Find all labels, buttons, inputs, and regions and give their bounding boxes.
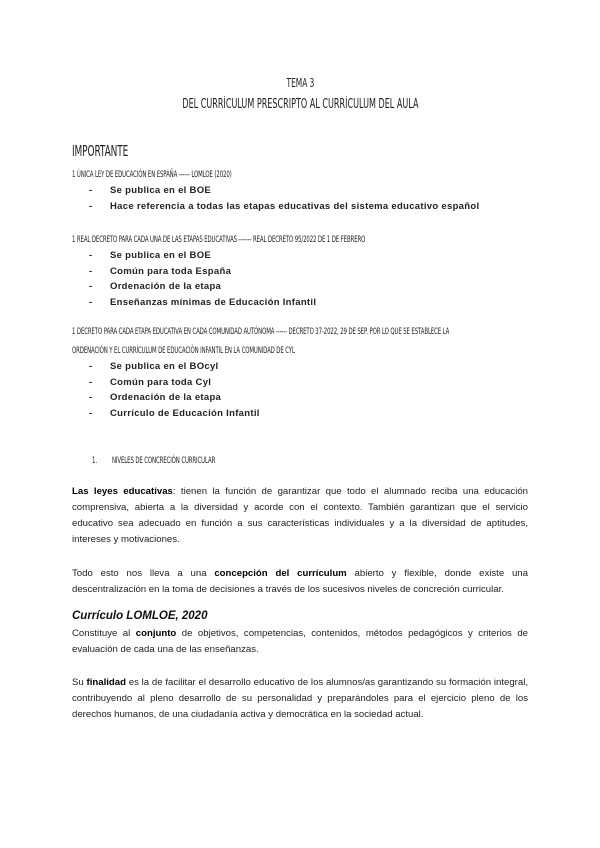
list-item: - Común para toda Cyl [72, 375, 528, 391]
document-title: TEMA 3 [286, 76, 314, 90]
paragraph-conjunto: Constituye al conjunto de objetivos, competencias, contenidos, métodos pedagógicos y criterios de evaluación de cada una de las enseñanzas. [72, 628, 529, 655]
curriculo-heading: Currículo LOMLOE, 2020 [72, 610, 208, 622]
list-item: - Común para toda España [72, 264, 528, 280]
group-line: 1 REAL DECRETO PARA CADA UNA DE LAS ETAPAS EDUCATIVAS ------- REAL DECRETO 95/2022 DE 1 DE FEBRERO [72, 235, 366, 245]
group-line: 1 ÚNICA LEY DE EDUCACIÓN EN ESPAÑA ------ LOMLOE (2020) [72, 170, 232, 180]
paragraph-concepcion: Todo esto nos lleva a una concepción del currículum abierto y flexible, donde existe una descentralización en la toma de decisiones a través de los sucesivos niveles de concreción curricular. [72, 568, 528, 595]
important-group-1 [72, 164, 528, 214]
list-item: - Currículo de Educación Infantil [72, 406, 528, 422]
list-item: - Se publica en el BOE [72, 248, 528, 264]
paragraph-leyes: Las leyes educativas: tienen la función de garantizar que todo el alumnado reciba una educación comprensiva, abierta a la diversidad y acorde con el contexto. También garantizan que el servicio educativo sea adecuado en función a sus características individuales y a la diversidad de aptitudes, intereses y motivaciones. [72, 486, 528, 545]
section-heading: 1. NIVELES DE CONCRECIÓN CURRICULAR [92, 456, 216, 466]
group-line-2: ORDENACIÓN Y EL CURRÍCULUM DE EDUCACIÓN INFANTIL EN LA COMUNIDAD DE CYL [72, 346, 295, 356]
list-item: - Hace referencia a todas las etapas educativas del sistema educativo español [72, 199, 528, 215]
list-item: - Ordenación de la etapa [72, 279, 528, 295]
important-group-3 [72, 321, 528, 421]
paragraph-finalidad: Su finalidad es la de facilitar el desarrollo educativo de los alumnos/as garantizando su formación integral, contribuyendo al pleno desarrollo de su personalidad y preparándoles para el ejercicio pleno de los derechos humanos, de una ciudadanía activa y democrática en la sociedad actual. [72, 677, 528, 720]
group-line: 1 DECRETO PARA CADA ETAPA EDUCATIVA EN CADA COMUNIDAD AUTÓNOMA ------ DECRETO 37-2022, 29 DE SEP. POR LO QUE SE ESTABLECE LA [72, 327, 450, 337]
list-item: - Se publica en el BOE [72, 183, 528, 199]
list-item: - Se publica en el BOcyl [72, 359, 528, 375]
document-subtitle: DEL CURRÍCULUM PRESCRIPTO AL CURRÍCULUM DEL AULA [181, 97, 419, 112]
list-item: - Enseñanzas mínimas de Educación Infantil [72, 295, 528, 311]
important-group-2 [72, 229, 528, 310]
list-item: - Ordenación de la etapa [72, 390, 528, 406]
important-heading: IMPORTANTE [72, 142, 129, 160]
